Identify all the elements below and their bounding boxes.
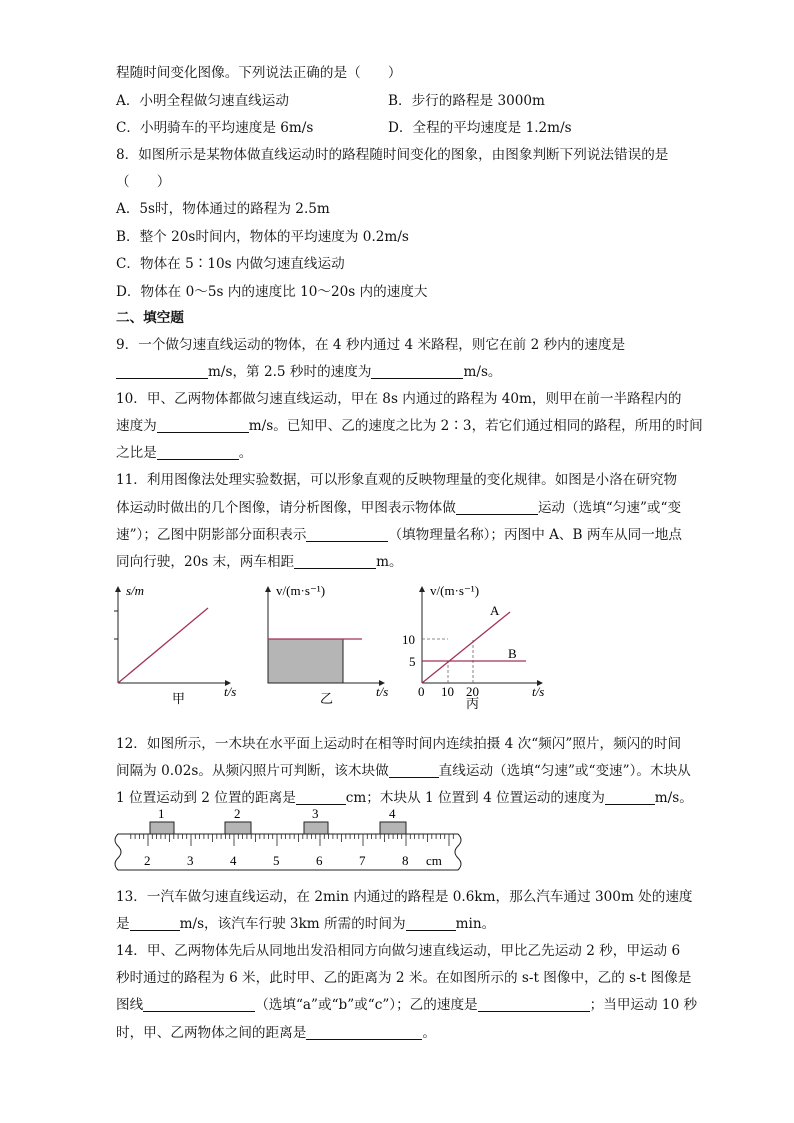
jia-caption: 甲 bbox=[172, 691, 186, 706]
block-label-1: 1 bbox=[158, 806, 165, 821]
yi-xlabel: t/s bbox=[376, 684, 389, 699]
yi-shaded-area bbox=[268, 639, 343, 683]
q11-line1: 11．利用图像法处理实验数据，可以形象直观的反映物理量的变化规律。如图是小洛在研究物 bbox=[116, 472, 678, 488]
q8-paren: （ ） bbox=[116, 174, 171, 190]
block-label-4: 4 bbox=[389, 806, 396, 821]
section-title: 二、填空题 bbox=[116, 310, 184, 326]
answer-blank[interactable] bbox=[406, 916, 456, 931]
answer-blank[interactable] bbox=[157, 418, 249, 433]
yi-caption: 乙 bbox=[320, 691, 334, 706]
block-3 bbox=[304, 822, 328, 834]
ruler-body bbox=[115, 834, 461, 870]
q8-stem: 8．如图所示是某物体做直线运动时的路程随时间变化的图象，由图象判断下列说法错误的是 bbox=[116, 147, 669, 163]
q8-option-c: C．物体在 5∶10s 内做匀速直线运动 bbox=[116, 256, 345, 272]
jia-ylabel: s/m bbox=[126, 583, 145, 598]
ruler-num-2: 2 bbox=[144, 853, 151, 868]
q8-option-d: D．物体在 0～5s 内的速度比 10～20s 内的速度大 bbox=[116, 284, 428, 300]
q10-line2: 速度为 m/s。已知甲、乙的速度之比为 2∶3，若它们通过相同的路程，所用的时间 bbox=[116, 418, 703, 434]
graph-bing bbox=[402, 583, 544, 710]
q7-option-a: A．小明全程做匀速直线运动 bbox=[116, 93, 289, 109]
q11-figure bbox=[100, 575, 560, 710]
bing-label-a: A bbox=[490, 603, 500, 618]
bing-ylabel: v/(m·s⁻¹) bbox=[430, 583, 480, 598]
q14-line2: 秒时通过的路程为 6 米，此时甲、乙的距离为 2 米。在如图所示的 s-t 图像中，乙的 s-t 图像是 bbox=[116, 970, 692, 986]
q7-stem-tail: 程随时间变化图像。下列说法正确的是（ ） bbox=[116, 65, 402, 81]
ruler-num-6: 6 bbox=[316, 853, 323, 868]
answer-blank[interactable] bbox=[306, 1025, 422, 1040]
q8-option-b: B．整个 20s时间内，物体的平均速度为 0.2m/s bbox=[116, 229, 409, 245]
q9-line1: 9．一个做匀速直线运动的物体，在 4 秒内通过 4 米路程，则它在前 2 秒内的速度是 bbox=[116, 337, 626, 353]
block-2 bbox=[225, 822, 251, 834]
ruler-num-4: 4 bbox=[230, 853, 237, 868]
block-label-2: 2 bbox=[234, 806, 241, 821]
block-label-3: 3 bbox=[312, 806, 319, 821]
q10-line3: 之比是 。 bbox=[116, 445, 253, 461]
ruler-num-8: 8 bbox=[402, 853, 409, 868]
answer-blank[interactable] bbox=[116, 364, 208, 379]
q8-option-a: A．5s时，物体通过的路程为 2.5m bbox=[116, 201, 330, 217]
graph-yi bbox=[268, 583, 388, 706]
q12-line2: 间隔为 0.02s。从频闪照片可判断，该木块做 直线运动（选填“匀速”或“变速”）。木块从 bbox=[116, 763, 691, 779]
bing-ytick-5: 5 bbox=[409, 654, 416, 669]
block-4 bbox=[380, 822, 406, 834]
q7-option-d: D．全程的平均速度是 1.2m/s bbox=[388, 120, 572, 136]
answer-blank[interactable] bbox=[478, 997, 590, 1012]
bing-caption: 丙 bbox=[466, 696, 480, 710]
ruler-figure bbox=[108, 804, 468, 874]
q7-option-c: C．小明骑车的平均速度是 6m/s bbox=[116, 120, 314, 136]
bing-line-a bbox=[422, 612, 510, 683]
q11-line4: 同向行驶，20s 末，两车相距 m。 bbox=[116, 554, 403, 570]
bing-xtick-0: 0 bbox=[418, 684, 425, 699]
q9-line2: m/s，第 2.5 秒时的速度为 m/s。 bbox=[116, 363, 502, 381]
answer-blank[interactable] bbox=[143, 997, 255, 1012]
answer-blank[interactable] bbox=[157, 445, 239, 460]
graph-jia bbox=[114, 583, 236, 706]
ruler-unit: cm bbox=[426, 853, 442, 868]
bing-xlabel: t/s bbox=[532, 684, 545, 699]
block-1 bbox=[150, 822, 174, 834]
answer-blank[interactable] bbox=[389, 763, 439, 778]
jia-xlabel: t/s bbox=[224, 684, 237, 699]
q11-line2: 体运动时做出的几个图像，请分析图像，甲图表示物体做 运动（选填“匀速”或“变 bbox=[116, 500, 682, 516]
bing-ytick-10: 10 bbox=[402, 632, 415, 647]
q12-line1: 12．如图所示，一木块在水平面上运动时在相等时间内连续拍摄 4 次“频闪”照片，频闪的时间 bbox=[116, 736, 682, 752]
q13-line1: 13．一汽车做匀速直线运动，在 2min 内通过的路程是 0.6km，那么汽车通过 300m 处的速度 bbox=[116, 889, 693, 905]
answer-blank[interactable] bbox=[296, 790, 346, 805]
q14-line4: 时，甲、乙两物体之间的距离是 。 bbox=[116, 1025, 436, 1041]
answer-blank[interactable] bbox=[294, 554, 376, 569]
bing-label-b: B bbox=[508, 646, 517, 661]
q13-line2: 是 m/s，该汽车行驶 3km 所需的时间为 min。 bbox=[116, 916, 496, 932]
yi-ylabel: v/(m·s⁻¹) bbox=[276, 583, 326, 598]
answer-blank[interactable] bbox=[130, 916, 180, 931]
q10-line1: 10．甲、乙两物体都做匀速直线运动，甲在 8s 内通过的路程为 40m，则甲在前一半路程内的 bbox=[116, 391, 682, 407]
q12-line3: 1 位置运动到 2 位置的距离是 cm；木块从 1 位置到 4 位置运动的速度为 m/s。 bbox=[116, 790, 693, 806]
bing-xtick-10: 10 bbox=[441, 684, 454, 699]
jia-line bbox=[118, 608, 208, 683]
answer-blank[interactable] bbox=[456, 500, 538, 515]
q7-option-b: B．步行的路程是 3000m bbox=[388, 93, 545, 109]
q14-line3: 图线 （选填“a”或“b”或“c”）；乙的速度是 ；当甲运动 10 秒 bbox=[116, 997, 698, 1013]
ruler-num-7: 7 bbox=[359, 853, 366, 868]
q11-line3: 速”）；乙图中阴影部分面积表示 （填物理量名称）；丙图中 A、B 两车从同一地点 bbox=[116, 527, 682, 543]
ruler-num-3: 3 bbox=[187, 853, 194, 868]
bing-xtick-20: 20 bbox=[466, 684, 479, 699]
answer-blank[interactable] bbox=[605, 790, 655, 805]
answer-blank[interactable] bbox=[306, 527, 388, 542]
answer-blank[interactable] bbox=[371, 364, 463, 379]
q14-line1: 14．甲、乙两物体先后从同地出发沿相同方向做匀速直线运动，甲比乙先运动 2 秒，甲运动 6 bbox=[116, 943, 681, 959]
ruler-num-5: 5 bbox=[273, 853, 280, 868]
